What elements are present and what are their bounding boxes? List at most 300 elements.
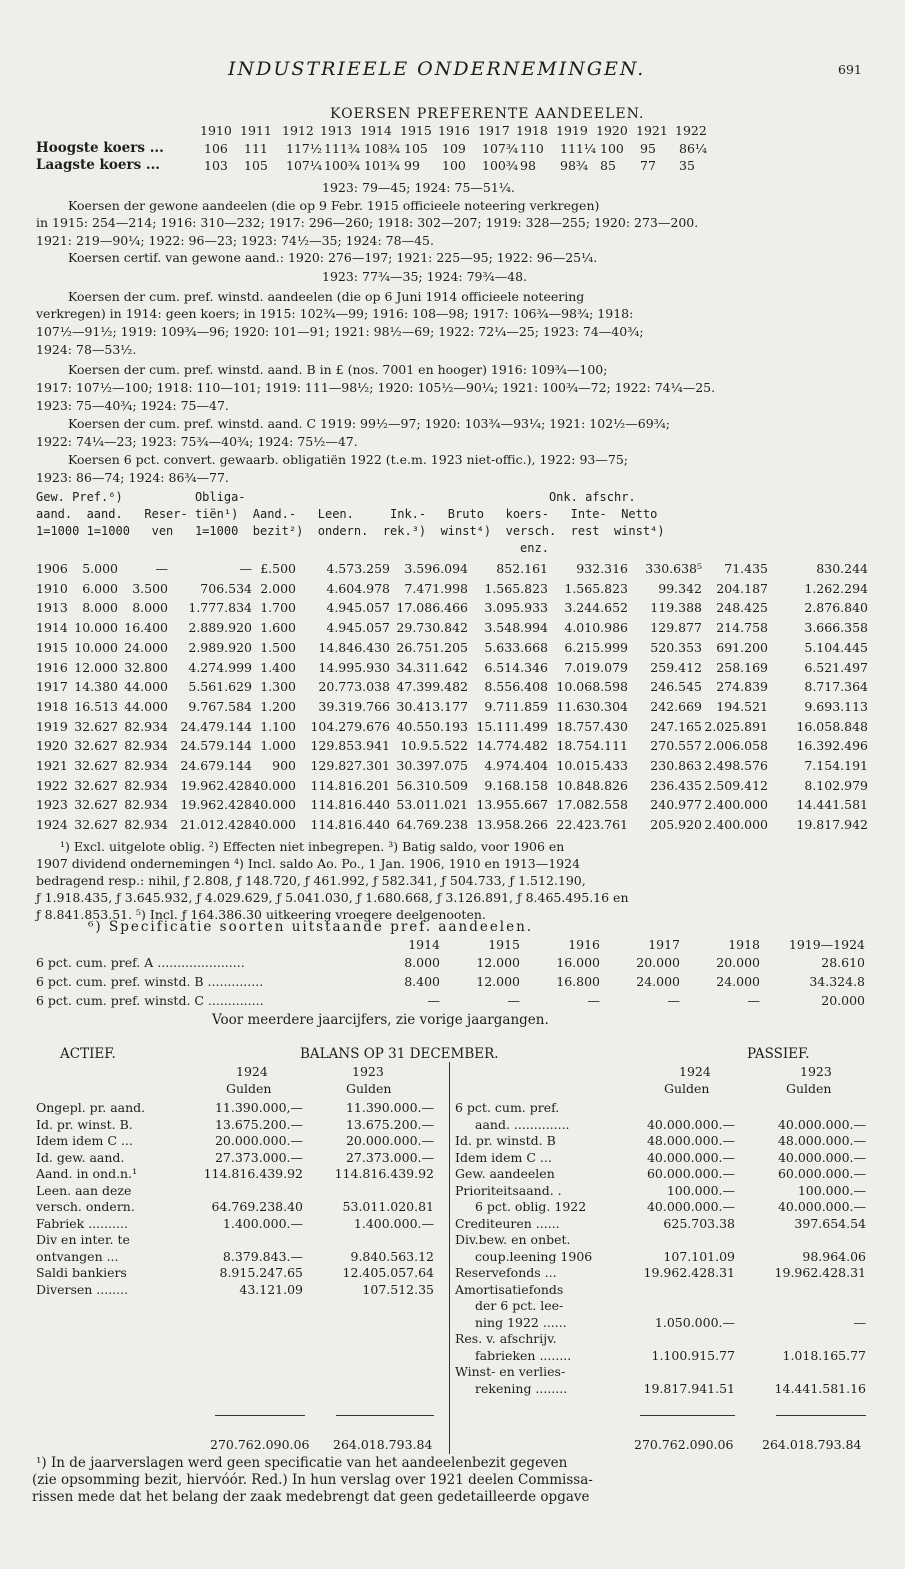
- koersen-value: 117½: [286, 141, 322, 156]
- fin-cell: 830.244: [816, 561, 868, 576]
- passief-label: rekening ........: [475, 1380, 568, 1396]
- fin-cell: 39.319.766: [318, 698, 390, 714]
- fin-cell: 82.934: [124, 797, 168, 813]
- fin-cell: 24.579.144: [180, 738, 252, 754]
- spec-value: 24.000: [716, 974, 760, 989]
- paragraph-line: 1923: 75—40¾; 1924: 75—47.: [36, 398, 229, 413]
- fin-cell: 248.425: [716, 600, 768, 616]
- spec-year: 1915: [488, 937, 520, 952]
- paragraph-line: 107½—91½; 1919: 109¾—96; 1920: 101—91; 1921: 98½—69; 1922: 72¼—25; 1923: 74—40¾;: [36, 324, 644, 339]
- fin-cell: 2.498.576: [704, 758, 768, 773]
- fin-cell: 21.012.428: [180, 817, 252, 833]
- fin-cell: 8.000: [82, 600, 118, 616]
- fin-cell: 40.000: [252, 797, 296, 813]
- passief-label: Idem idem C ...: [455, 1149, 552, 1165]
- actief-value-1923: 1.400.000.—: [353, 1215, 434, 1231]
- bottom-note-line: ¹) In de jaarverslagen werd geen specificatie van het aandeelenbezit gegeven: [36, 1455, 568, 1471]
- passief-value-1924: 107.101.09: [663, 1248, 735, 1264]
- passief-value-1924: 19.962.428.31: [643, 1265, 735, 1280]
- actief-label: Aand. in ond.n.¹: [36, 1166, 138, 1181]
- fin-cell: 44.000: [124, 679, 168, 695]
- fin-year: 1917: [36, 679, 68, 695]
- passief-label: ning 1922 ......: [475, 1314, 567, 1330]
- koersen-value: 107¼: [286, 158, 322, 173]
- balans-actief-year-1: 1924: [236, 1064, 268, 1079]
- actief-value-1924: 114.816.439.92: [203, 1166, 303, 1181]
- passief-value-1923: 100.000.—: [797, 1182, 866, 1198]
- fin-year: 1924: [36, 817, 68, 833]
- koersen-value: 111¾: [324, 141, 360, 156]
- passief-label: Amortisatiefonds: [455, 1281, 564, 1297]
- fin-cell: 13.958.266: [476, 817, 548, 833]
- spec-value: 34.324.8: [809, 974, 865, 989]
- koersen-value: 100: [600, 141, 624, 156]
- fin-cell: 3.500: [132, 580, 168, 596]
- fin-cell: 3.244.652: [564, 600, 628, 616]
- fin-cell: 29.730.842: [396, 620, 468, 636]
- fin-cell: 20.773.038: [318, 679, 390, 695]
- fin-cell: 852.161: [496, 561, 548, 576]
- fin-cell: 9.767.584: [188, 698, 252, 714]
- fin-cell: 40.550.193: [396, 718, 468, 734]
- fin-cell: 104.279.676: [310, 718, 390, 734]
- fin-cell: 64.769.238: [396, 817, 468, 833]
- passief-label: Div.bew. en onbet.: [455, 1232, 571, 1247]
- fin-cell: 2.006.058: [704, 738, 768, 754]
- fin-cell: 240.977: [650, 797, 702, 813]
- fin-cell: 16.513: [74, 698, 118, 714]
- passief-label: Id. pr. winstd. B: [455, 1133, 556, 1148]
- koersen-year: 1922: [675, 123, 707, 138]
- fin-cell: 114.816.440: [310, 797, 390, 813]
- spec-row-label: 6 pct. cum. pref. winstd. B ..............: [36, 974, 264, 989]
- paragraph-line: 1921: 219—90¼; 1922: 96—23; 1923: 74½—35; 1924: 78—45.: [36, 233, 434, 248]
- spec-value: 24.000: [636, 974, 680, 989]
- actief-label: Ongepl. pr. aand.: [36, 1100, 146, 1115]
- fin-cell: 32.627: [74, 718, 118, 734]
- fin-cell: 129.827.301: [310, 758, 390, 773]
- fin-cell: 26.751.205: [396, 639, 468, 655]
- actief-value-1923: 114.816.439.92: [334, 1166, 434, 1181]
- fin-cell: 99.342: [658, 580, 702, 596]
- fin-cell: 2.000: [260, 580, 296, 596]
- koersen-year: 1920: [596, 123, 628, 138]
- fin-cell: 1.262.294: [804, 580, 868, 596]
- fin-cell: 114.816.201: [310, 777, 390, 793]
- actief-value-1924: 64.769.238.40: [211, 1199, 303, 1214]
- spec-value: —: [667, 993, 680, 1008]
- fin-cell: 236.435: [650, 777, 702, 793]
- fin-cell: 242.669: [650, 698, 702, 714]
- koersen-value: 98¾: [560, 158, 589, 173]
- fin-cell: 9.168.158: [484, 777, 548, 793]
- fin-header-line: enz.: [36, 541, 549, 555]
- fin-cell: 18.754.111: [556, 738, 628, 754]
- fin-year: 1913: [36, 600, 68, 616]
- fin-cell: 691.200: [716, 639, 768, 655]
- fin-cell: 1.400: [260, 659, 296, 675]
- fin-cell: 2.400.000: [704, 817, 768, 833]
- passief-value-1924: 40.000.000.—: [646, 1116, 735, 1132]
- passief-value-1923: 40.000.000.—: [777, 1149, 866, 1165]
- fin-cell: 10.000: [74, 620, 118, 636]
- passief-label: Crediteuren ......: [455, 1215, 560, 1231]
- fin-cell: 1.000: [260, 738, 296, 754]
- paragraph-line: 1922: 74¼—23; 1923: 75¾—40¾; 1924: 75½—47.: [36, 434, 358, 449]
- fin-cell: 2.989.920: [188, 639, 252, 655]
- passief-value-1923: 19.962.428.31: [774, 1265, 866, 1280]
- actief-label: Leen. aan deze: [36, 1182, 132, 1198]
- fin-cell: 194.521: [716, 698, 768, 714]
- spec-year: 1919—1924: [788, 937, 865, 952]
- actief-label: Div en inter. te: [36, 1232, 130, 1247]
- passief-value-1924: 40.000.000.—: [646, 1149, 735, 1165]
- fin-cell: 16.058.848: [796, 718, 868, 734]
- fin-cell: 16.400: [124, 620, 168, 636]
- koersen-value: 100¾: [482, 158, 518, 173]
- fin-cell: 4.945.057: [326, 600, 390, 616]
- fin-cell: 5.633.668: [484, 639, 548, 655]
- fin-cell: 230.863: [650, 758, 702, 773]
- balans-total-actief-1924: 270.762.090.06: [210, 1437, 310, 1452]
- spec-value: —: [507, 993, 520, 1008]
- fin-cell: 2.509.412: [704, 777, 768, 793]
- passief-label: Res. v. afschrijv.: [455, 1331, 557, 1346]
- fin-cell: 14.774.482: [476, 738, 548, 754]
- fin-cell: 274.839: [716, 679, 768, 695]
- footnote-line: ¹) Excl. uitgelote oblig. ²) Effecten niet inbegrepen. ³) Batig saldo, voor 1906 en: [60, 839, 565, 854]
- koersen-value: 107¾: [482, 141, 518, 156]
- actief-label: Saldi bankiers: [36, 1265, 127, 1280]
- fin-cell: 7.019.079: [564, 659, 628, 675]
- balans-unit: Gulden: [346, 1081, 392, 1096]
- fin-cell: 247.165: [650, 718, 702, 734]
- koersen-title: KOERSEN PREFERENTE AANDEELEN.: [330, 106, 645, 122]
- fin-cell: 1.565.823: [484, 580, 548, 596]
- koersen-value: 108¾: [364, 141, 400, 156]
- fin-cell: 10.000: [74, 639, 118, 655]
- fin-cell: 32.627: [74, 817, 118, 833]
- fin-cell: —: [239, 561, 252, 576]
- passief-label: Gew. aandeelen: [455, 1166, 555, 1181]
- passief-value-1923: —: [853, 1314, 866, 1330]
- passief-label: coup.leening 1906: [475, 1248, 593, 1264]
- passief-value-1924: 40.000.000.—: [646, 1199, 735, 1214]
- paragraph-line: verkregen) in 1914: geen koers; in 1915: 102¾—99; 1916: 108—98; 1917: 106¾—98¾; 1918:: [36, 306, 634, 321]
- spec-year: 1918: [728, 937, 760, 952]
- fin-cell: 2.889.920: [188, 620, 252, 636]
- paragraph-line: Koersen der gewone aandeelen (die op 9 Febr. 1915 officieele noteering verkregen): [68, 198, 600, 213]
- actief-label: Idem idem C ...: [36, 1133, 133, 1148]
- passief-value-1923: 1.018.165.77: [782, 1347, 866, 1363]
- actief-value-1923: 11.390.000.—: [345, 1100, 434, 1115]
- fin-cell: 246.545: [650, 679, 702, 695]
- fin-header-line: 1=1000 1=1000 ven 1=1000 bezit²) ondern. rek.³) winst⁴) versch. rest winst⁴): [36, 524, 665, 538]
- fin-cell: 4.945.057: [326, 620, 390, 636]
- fin-cell: 900: [272, 758, 296, 773]
- fin-cell: 3.666.358: [804, 620, 868, 636]
- fin-cell: 6.215.999: [564, 639, 628, 655]
- fin-cell: 18.757.430: [556, 718, 628, 734]
- fin-cell: 30.397.075: [396, 758, 468, 773]
- fin-year: 1923: [36, 797, 68, 813]
- sum-line: [776, 1415, 866, 1416]
- spec-value: 20.000: [636, 955, 680, 970]
- paragraph-line: Koersen der cum. pref. winstd. aand. B in £ (nos. 7001 en hooger) 1916: 109¾—100;: [68, 362, 608, 377]
- koersen-year: 1921: [636, 123, 668, 138]
- spec-row-label: 6 pct. cum. pref. winstd. C ..............: [36, 993, 264, 1008]
- fin-cell: £.500: [260, 561, 296, 576]
- paragraph-line: 1924: 78—53½.: [36, 342, 137, 357]
- koersen-year: 1911: [240, 123, 272, 138]
- spec-value: 16.800: [556, 974, 600, 989]
- spec-row-label: 6 pct. cum. pref. A ......................: [36, 955, 245, 970]
- fin-cell: 22.423.761: [556, 817, 628, 833]
- fin-cell: 4.974.404: [484, 758, 548, 773]
- fin-cell: 129.853.941: [310, 738, 390, 754]
- fin-cell: 32.627: [74, 738, 118, 754]
- fin-cell: 16.392.496: [796, 738, 868, 754]
- actief-value-1923: 12.405.057.64: [342, 1265, 434, 1280]
- fin-cell: 7.154.191: [804, 758, 868, 773]
- spec-title: ⁶) Specificatie soorten uitstaande pref. aandeelen.: [88, 919, 534, 935]
- paragraph-line: Koersen der cum. pref. winstd. aand. C 1919: 99½—97; 1920: 103¾—93¼; 1921: 102½—69¾;: [68, 416, 671, 431]
- fin-cell: 1.500: [260, 639, 296, 655]
- balans-total-passief-1923: 264.018.793.84: [762, 1437, 862, 1452]
- fin-cell: 1.200: [260, 698, 296, 714]
- actief-label: Id. gew. aand.: [36, 1149, 125, 1165]
- koersen-row-label: Hoogste koers ...: [36, 140, 164, 156]
- spec-value: 16.000: [556, 955, 600, 970]
- koersen-year: 1910: [200, 123, 232, 138]
- spec-value: —: [587, 993, 600, 1008]
- fin-cell: 14.441.581: [796, 797, 868, 813]
- paragraph-line: in 1915: 254—214; 1916: 310—232; 1917: 296—260; 1918: 302—207; 1919: 328—255; 1920: 273—200.: [36, 215, 699, 230]
- passief-value-1923: 98.964.06: [802, 1248, 866, 1264]
- spec-note: Voor meerdere jaarcijfers, zie vorige jaargangen.: [212, 1012, 549, 1028]
- actief-value-1924: 1.400.000.—: [222, 1215, 303, 1231]
- fin-cell: 2.400.000: [704, 797, 768, 813]
- fin-cell: 9.693.113: [804, 698, 868, 714]
- passief-value-1923: 40.000.000.—: [777, 1116, 866, 1132]
- koersen-value: 101¾: [364, 158, 400, 173]
- fin-cell: 40.000: [252, 817, 296, 833]
- balans-title: BALANS OP 31 DECEMBER.: [300, 1046, 499, 1062]
- footnote-line: 1907 dividend ondernemingen ⁴) Incl. saldo Ao. Po., 1 Jan. 1906, 1910 en 1913—1924: [36, 856, 581, 871]
- actief-value-1924: 13.675.200.—: [214, 1116, 303, 1132]
- fin-year: 1921: [36, 758, 68, 773]
- spec-year: 1916: [568, 937, 600, 952]
- footnote-line: ƒ 8.841.853.51. ⁵) Incl. ƒ 164.386.30 uitkeering vroegere deelgenooten.: [36, 907, 486, 922]
- koersen-year: 1912: [282, 123, 314, 138]
- paragraph-line: 1917: 107½—100; 1918: 110—101; 1919: 111—98½; 1920: 105½—90¼; 1921: 100¾—72; 1922: 74¼—25.: [36, 380, 716, 395]
- fin-year: 1915: [36, 639, 68, 655]
- spec-value: 12.000: [476, 955, 520, 970]
- fin-cell: 932.316: [576, 561, 628, 576]
- fin-cell: 82.934: [124, 738, 168, 754]
- koersen-value: 103: [204, 158, 228, 173]
- fin-cell: 1.777.834: [188, 600, 252, 616]
- fin-cell: 7.471.998: [404, 580, 468, 596]
- passief-value-1923: 397.654.54: [794, 1215, 866, 1231]
- fin-cell: 4.604.978: [326, 580, 390, 596]
- actief-value-1923: 13.675.200.—: [345, 1116, 434, 1132]
- fin-cell: 1.565.823: [564, 580, 628, 596]
- bottom-note-line: rissen mede dat het belang der zaak medebrengt dat geen gedetailleerde opgave: [32, 1489, 590, 1505]
- passief-label: aand. ..............: [475, 1116, 570, 1132]
- fin-cell: 9.711.859: [484, 698, 548, 714]
- fin-cell: 1.100: [260, 718, 296, 734]
- spec-value: 8.400: [404, 974, 440, 989]
- koersen-year: 1913: [320, 123, 352, 138]
- koersen-value: 110: [520, 141, 544, 156]
- spec-value: —: [747, 993, 760, 1008]
- actief-value-1923: 107.512.35: [362, 1281, 434, 1297]
- koersen-year: 1914: [360, 123, 392, 138]
- fin-cell: 47.399.482: [396, 679, 468, 695]
- koersen-value: 85: [600, 158, 616, 173]
- fin-year: 1919: [36, 718, 68, 734]
- fin-cell: 258.169: [716, 659, 768, 675]
- fin-cell: 32.627: [74, 758, 118, 773]
- fin-cell: 214.758: [716, 620, 768, 636]
- actief-label: Diversen ........: [36, 1281, 129, 1297]
- fin-cell: 3.548.994: [484, 620, 548, 636]
- fin-cell: 5.561.629: [188, 679, 252, 695]
- fin-cell: 4.274.999: [188, 659, 252, 675]
- fin-cell: 19.962.428: [180, 797, 252, 813]
- fin-year: 1922: [36, 777, 68, 793]
- passief-value-1924: 1.050.000.—: [654, 1314, 735, 1330]
- fin-cell: 114.816.440: [310, 817, 390, 833]
- passief-value-1924: 48.000.000.—: [646, 1133, 735, 1148]
- fin-cell: 11.630.304: [556, 698, 628, 714]
- fin-cell: 19.817.942: [796, 817, 868, 833]
- footnote-line: ƒ 1.918.435, ƒ 3.645.932, ƒ 4.029.629, ƒ 5.041.030, ƒ 1.680.668, ƒ 3.126.891, ƒ 8.465.495.16 en: [36, 890, 629, 905]
- fin-cell: 4.573.259: [326, 561, 390, 576]
- fin-cell: 6.000: [82, 580, 118, 596]
- fin-cell: 1.600: [260, 620, 296, 636]
- passief-value-1924: 100.000.—: [666, 1182, 735, 1198]
- actief-value-1924: 8.379.843.—: [222, 1248, 303, 1264]
- balans-unit: Gulden: [786, 1081, 832, 1096]
- balans-total-actief-1923: 264.018.793.84: [333, 1437, 433, 1452]
- paragraph-line: 1923: 79—45; 1924: 75—51¼.: [322, 180, 515, 195]
- sum-line: [336, 1415, 434, 1416]
- fin-cell: 10.848.826: [556, 777, 628, 793]
- koersen-value: 95: [640, 141, 656, 156]
- spec-value: 20.000: [716, 955, 760, 970]
- balans-unit: Gulden: [226, 1081, 272, 1096]
- koersen-value: 77: [640, 158, 656, 173]
- fin-cell: 3.095.933: [484, 600, 548, 616]
- fin-cell: 129.877: [650, 620, 702, 636]
- paragraph-line: Koersen certif. van gewone aand.: 1920: 276—197; 1921: 225—95; 1922: 96—25¼.: [68, 250, 598, 265]
- fin-cell: 1.300: [260, 679, 296, 695]
- fin-cell: 14.380: [74, 679, 118, 695]
- fin-cell: 4.010.986: [564, 620, 628, 636]
- fin-cell: 12.000: [74, 659, 118, 675]
- passief-value-1924: 19.817.941.51: [643, 1380, 735, 1396]
- fin-cell: 24.479.144: [180, 718, 252, 734]
- passief-label: Winst- en verlies-: [455, 1364, 566, 1379]
- passief-value-1923: 60.000.000.—: [777, 1166, 866, 1181]
- fin-cell: 82.934: [124, 758, 168, 773]
- actief-value-1923: 53.011.020.81: [342, 1199, 434, 1214]
- passief-value-1923: 14.441.581.16: [774, 1380, 866, 1396]
- koersen-value: 98: [520, 158, 536, 173]
- spec-value: —: [427, 993, 440, 1008]
- fin-cell: 24.000: [124, 639, 168, 655]
- koersen-value: 99: [404, 158, 420, 173]
- fin-cell: 34.311.642: [396, 659, 468, 675]
- actief-label: ontvangen ...: [36, 1248, 119, 1264]
- koersen-row-label: Laagste koers ...: [36, 157, 161, 173]
- fin-cell: 13.955.667: [476, 797, 548, 813]
- actief-value-1923: 9.840.563.12: [350, 1248, 434, 1264]
- passief-value-1924: 60.000.000.—: [646, 1166, 735, 1181]
- paragraph-line: 1923: 86—74; 1924: 86¾—77.: [36, 470, 229, 485]
- actief-value-1924: 27.373.000.—: [214, 1149, 303, 1165]
- spec-value: 28.610: [821, 955, 865, 970]
- fin-cell: 205.920: [650, 817, 702, 833]
- passief-label: Prioriteitsaand. .: [455, 1182, 562, 1198]
- fin-cell: 8.102.979: [804, 777, 868, 793]
- fin-header-line: aand. aand. Reser- tiën¹) Aand.- Leen. Ink.- Bruto koers- Inte- Netto: [36, 507, 658, 521]
- actief-label: Id. pr. winst. B.: [36, 1116, 133, 1132]
- passief-value-1923: 48.000.000.—: [777, 1133, 866, 1148]
- fin-year: 1916: [36, 659, 68, 675]
- koersen-value: 100¾: [324, 158, 360, 173]
- passief-label: der 6 pct. lee-: [475, 1298, 564, 1313]
- fin-cell: 19.962.428: [180, 777, 252, 793]
- fin-cell: 3.596.094: [404, 561, 468, 576]
- balans-passief-year-1: 1924: [679, 1064, 711, 1079]
- balans-total-passief-1924: 270.762.090.06: [634, 1437, 734, 1452]
- actief-value-1924: 43.121.09: [239, 1281, 303, 1297]
- koersen-year: 1915: [400, 123, 432, 138]
- koersen-year: 1917: [478, 123, 510, 138]
- fin-cell: 6.521.497: [804, 659, 868, 675]
- page-header-title: INDUSTRIEELE ONDERNEMINGEN.: [228, 58, 646, 80]
- fin-year: 1920: [36, 738, 68, 754]
- koersen-year: 1919: [556, 123, 588, 138]
- fin-cell: 330.638⁵: [645, 561, 702, 576]
- fin-cell: 119.388: [650, 600, 702, 616]
- fin-cell: 32.800: [124, 659, 168, 675]
- fin-cell: 82.934: [124, 718, 168, 734]
- fin-year: 1906: [36, 561, 68, 576]
- fin-cell: 2.876.840: [804, 600, 868, 616]
- page-number: 691: [838, 62, 862, 77]
- fin-cell: 8.000: [132, 600, 168, 616]
- fin-cell: 8.717.364: [804, 679, 868, 695]
- balans-passief-year-2: 1923: [800, 1064, 832, 1079]
- fin-cell: 40.000: [252, 777, 296, 793]
- koersen-value: 106: [204, 141, 228, 156]
- fin-cell: 17.086.466: [396, 600, 468, 616]
- koersen-value: 105: [404, 141, 428, 156]
- fin-cell: 8.556.408: [484, 679, 548, 695]
- fin-cell: 32.627: [74, 777, 118, 793]
- fin-cell: 204.187: [716, 580, 768, 596]
- fin-cell: 10.068.598: [556, 679, 628, 695]
- balans-actief-year-2: 1923: [352, 1064, 384, 1079]
- fin-year: 1914: [36, 620, 68, 636]
- koersen-value: 111: [244, 141, 268, 156]
- actief-label: versch. ondern.: [36, 1199, 135, 1214]
- spec-year: 1914: [408, 937, 440, 952]
